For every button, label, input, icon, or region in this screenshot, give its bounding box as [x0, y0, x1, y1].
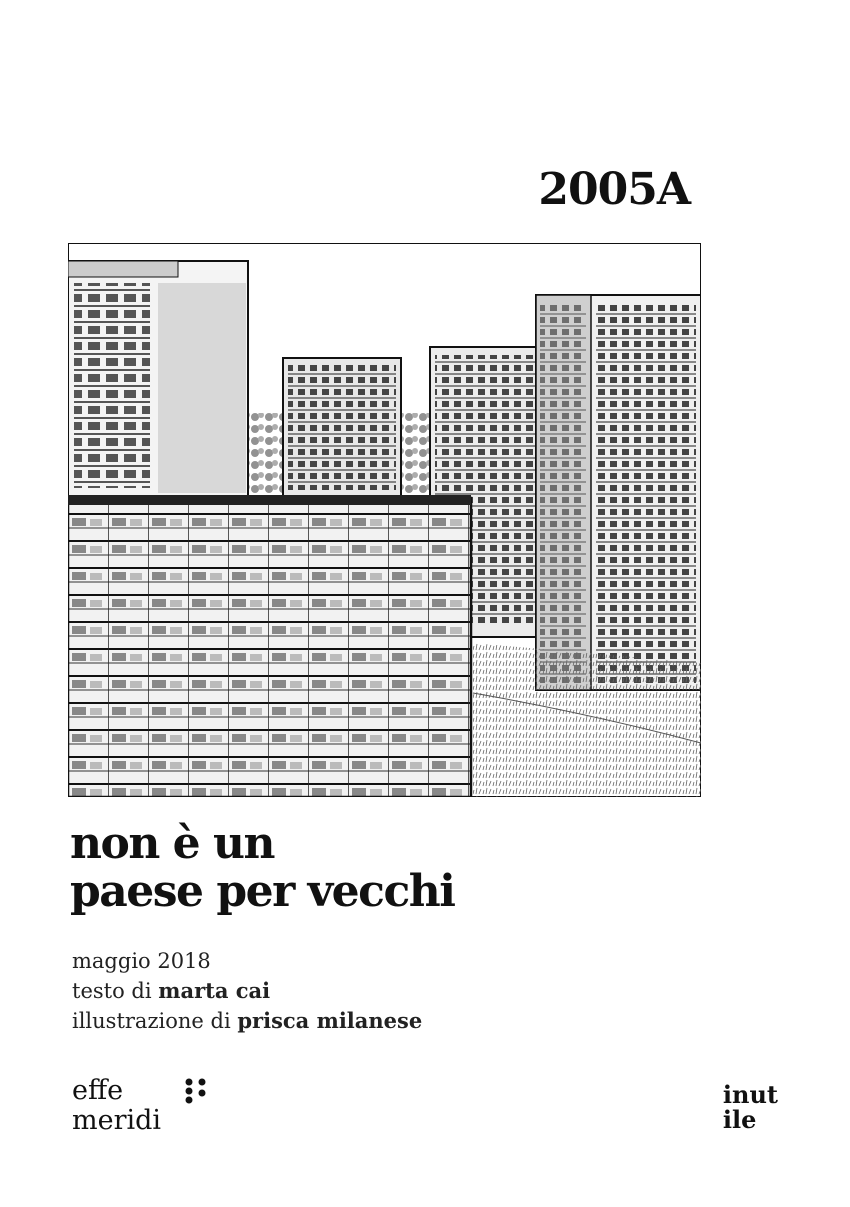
credits: [72, 946, 422, 1036]
logo-right-line-2: ile: [722, 1105, 757, 1134]
logo-line-1: effe: [72, 1075, 124, 1106]
publisher-logo-effemeridi: [72, 1076, 161, 1136]
title-line-2: paese per vecchi: [70, 866, 455, 917]
illustrator-credit: [72, 1006, 422, 1036]
author-prefix: testo di: [72, 979, 159, 1003]
cover-illustration: [68, 243, 701, 797]
dots-icon: [184, 1076, 208, 1136]
publisher-logo-inutile: [723, 1082, 778, 1132]
publication-date: maggio 2018: [72, 949, 211, 973]
book-title: [70, 820, 454, 916]
logo-line-2: meridi: [72, 1105, 162, 1136]
illustrator-prefix: illustrazione di: [72, 1009, 238, 1033]
author-credit: [72, 976, 422, 1006]
author-name: marta cai: [158, 978, 271, 1003]
title-line-1: non è un: [70, 818, 274, 869]
illustrator-name: prisca milanese: [237, 1008, 423, 1033]
series-code: 2005A: [538, 164, 690, 215]
logo-right-line-1: inut: [722, 1080, 778, 1109]
